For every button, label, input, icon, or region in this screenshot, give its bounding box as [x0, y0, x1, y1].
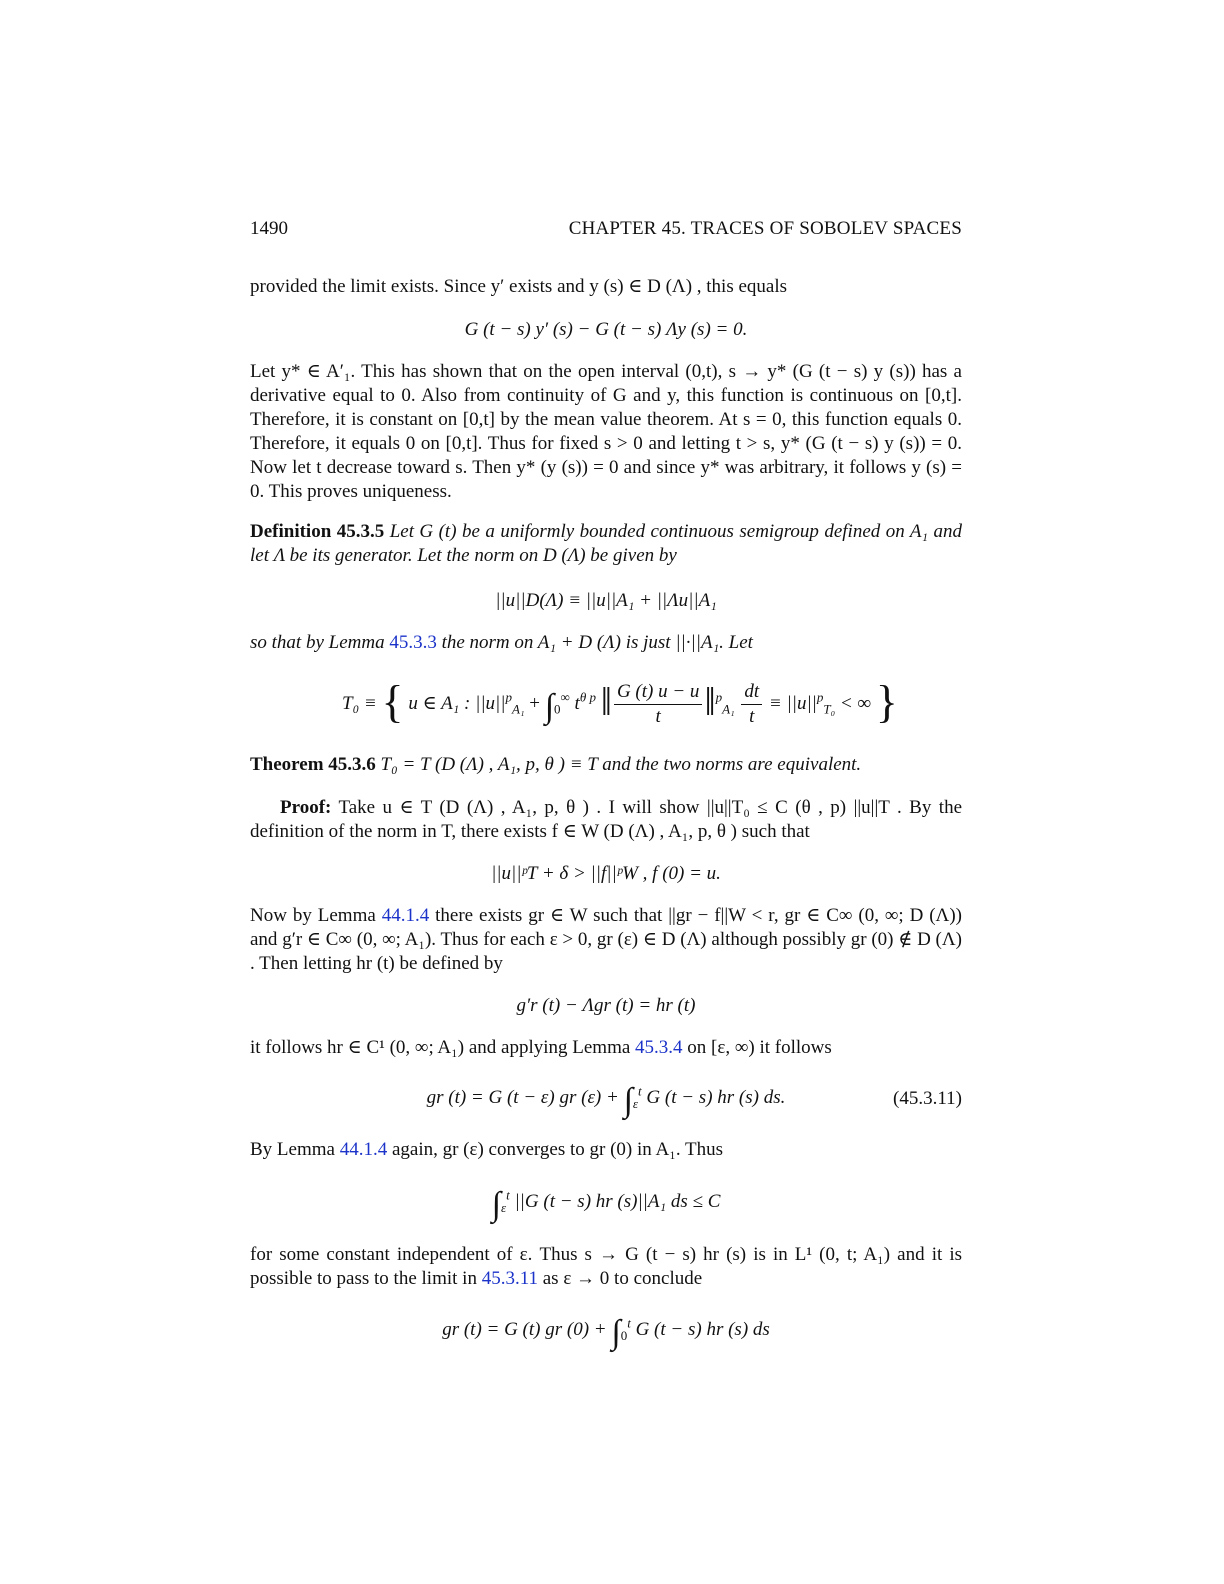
lemma-link-44-1-4-again[interactable]: 44.1.4 [339, 1139, 388, 1160]
equation-limit-conclusion: gr (t) = G (t) gr $(0) + \int_0^t$ G (t − s) hr (s) ds [442, 1314, 770, 1351]
integral-sign: ∫ [611, 1314, 621, 1351]
paragraph-norm-sum [250, 631, 962, 655]
equation-45-3-11: gr (t) = G (t − ε) gr $(\varepsilon) + \int_\varepsilon^t$ G (t − s) hr (s) ds. [426, 1082, 786, 1119]
equation-link-45-3-11[interactable]: 45.3.11 [481, 1268, 538, 1289]
integral-sign: ∫ [491, 1186, 501, 1223]
t0-end: < ∞ [839, 692, 872, 714]
text-before-link: By Lemma [250, 1139, 340, 1160]
theorem-text: T₀ = T (D (Λ) , A₁, p, θ ) ≡ T and the two norms are equivalent. [380, 754, 862, 775]
fraction: $\frac{G (t) u - u}{t}$ [614, 680, 702, 729]
text-before-link: for some constant independent of ε. Thus s → G (t − s) hr (s) is in L¹ (0, t; A₁) and it is possible to pass to the limit in [250, 1244, 962, 1289]
equation-text: gr (t) = G (t − ε) gr (ε) + [426, 1087, 619, 1108]
left-brace: { [381, 675, 404, 727]
right-brace: } [875, 675, 898, 727]
paragraph-gr-approx [250, 904, 962, 976]
lemma-link-45-3-3[interactable]: 45.3.3 [389, 632, 437, 653]
equation-norm-domain [250, 589, 962, 613]
integral-sign: ∫ [623, 1082, 633, 1119]
definition-text: Let G (t) be a uniformly bounded continuous semigroup defined on A₁ and let Λ be its generator. Let the norm on D (Λ) be given by [250, 521, 962, 566]
theorem-block [250, 753, 962, 777]
equation-text: ||u||ᵖT + δ > ||f||ᵖW , f (0) = u. [491, 863, 721, 884]
chapter-title: CHAPTER 45. TRACES OF SOBOLEV SPACES [568, 218, 962, 239]
proof-block [250, 796, 962, 844]
paragraph-converges [250, 1138, 962, 1162]
proof-text: Take u ∈ T (D (Λ) , A₁, p, θ ) . I will show ||u||T₀ ≤ C (θ , p) ||u||T . By the definition of the norm in T, there exists f ∈ W (D (Λ) , A₁, p, θ ) such that [250, 797, 962, 842]
equation-text: gr (t) = G (t) gr (0) + [442, 1319, 607, 1340]
text-after-link: the norm on A₁ + D (Λ) is just ||·||A₁. Let [436, 632, 753, 653]
paragraph-pass-limit [250, 1243, 962, 1291]
equation-number: (45.3.11) [893, 1088, 962, 1109]
proof-label: Proof: [280, 797, 332, 818]
theorem-label: Theorem 45.3.6 [250, 754, 376, 775]
paragraph-limit-exists: provided the limit exists. Since y′ exists and y (s) ∈ D (Λ) , this equals [250, 276, 788, 297]
equation-bounded-integral: $\int_\varepsilon^t$ ||G (t − s) hr (s)||A₁ ds ≤ C [491, 1186, 721, 1223]
paragraph-hr-regularity [250, 1036, 962, 1060]
lemma-link-45-3-4[interactable]: 45.3.4 [635, 1037, 683, 1058]
text-before-link: so that by Lemma [250, 632, 390, 653]
page-number: 1490 [250, 218, 288, 239]
text-after-link: again, gr (ε) converges to gr (0) in A₁. Thus [387, 1139, 723, 1160]
equation-text: ||u||D(Λ) ≡ ||u||A₁ + ||Λu||A₁ [495, 590, 717, 611]
equation-f-choice [250, 862, 962, 886]
norm-bars: ‖ [600, 678, 612, 724]
t0-set: u ∈ A₁ : ||u|| [408, 692, 506, 714]
equation-text: g′r (t) − Λgr (t) = hr (t) [516, 995, 696, 1016]
equation-tail: G (t − s) hr (s) ds [635, 1319, 770, 1340]
text-after-link: on [ε, ∞) it follows [682, 1037, 832, 1058]
definition-label: Definition 45.3.5 [250, 521, 385, 542]
equation-hr-definition [250, 994, 962, 1018]
text-before-link: it follows hr ∈ C¹ (0, ∞; A₁) and applying Lemma [250, 1037, 636, 1058]
t0-lhs: T₀ ≡ [342, 692, 377, 714]
text-after-link: as ε → 0 to conclude [538, 1268, 703, 1289]
norm-bars: ‖ [704, 678, 716, 724]
fraction-dt: $\frac{dt}{t}$ [741, 680, 762, 729]
equation-tail: G (t − s) hr (s) ds. [646, 1087, 786, 1108]
lemma-link-44-1-4[interactable]: 44.1.4 [381, 905, 430, 926]
t0-rhs: ≡ ||u|| [768, 692, 817, 714]
definition-block [250, 520, 962, 568]
equation-t0-definition: T₀ ≡ { u ∈ A₁ : $||u||^p_{A_1} + \int_0^\infty$ $t^{\theta p}$ ‖ $\frac{G (t) u - u}{t}$ ‖$^p_{A_1}$ $\frac{dt}{t}$ ≡ $||u||^p_{T_0}$ < ∞ } [342, 675, 898, 727]
equation-text: G (t − s) y′ (s) − G (t − s) Λy (s) = 0. [464, 319, 748, 340]
equation-derivative-zero [250, 318, 962, 342]
text-after-link: there exists gr ∈ W such that ||gr − f||W < r, gr ∈ C∞ (0, ∞; D (Λ)) and g′r ∈ C∞ (0, ∞; A₁). Thus for each ε > 0, gr (ε) ∈ D (Λ) although possibly gr (0) ∉ D (Λ) . Then letting hr (t) be defined by [250, 905, 962, 974]
paragraph-uniqueness: Let y* ∈ A′₁. This has shown that on the open interval (0,t), s → y* (G (t − s) y (s)) has a derivative equal to 0. Also from continuity of G and y, this function is continuous on [0,t]. Therefore, it is constant on [0,t] by the mean value theorem. At s = 0, this function equals 0. Therefore, it equals 0 on [0,t]. Thus for fixed s > 0 and letting t > s, y* (G (t − s) y (s)) = 0. Now let t decrease toward s. Then y* (y (s)) = 0 and since y* was arbitrary, it follows y (s) = 0. This proves uniqueness. [250, 361, 962, 502]
equation-text: ||G (t − s) hr (s)||A₁ ds ≤ C [514, 1191, 721, 1212]
text-before-link: Now by Lemma [250, 905, 382, 926]
integral-sign: ∫ [544, 687, 555, 725]
